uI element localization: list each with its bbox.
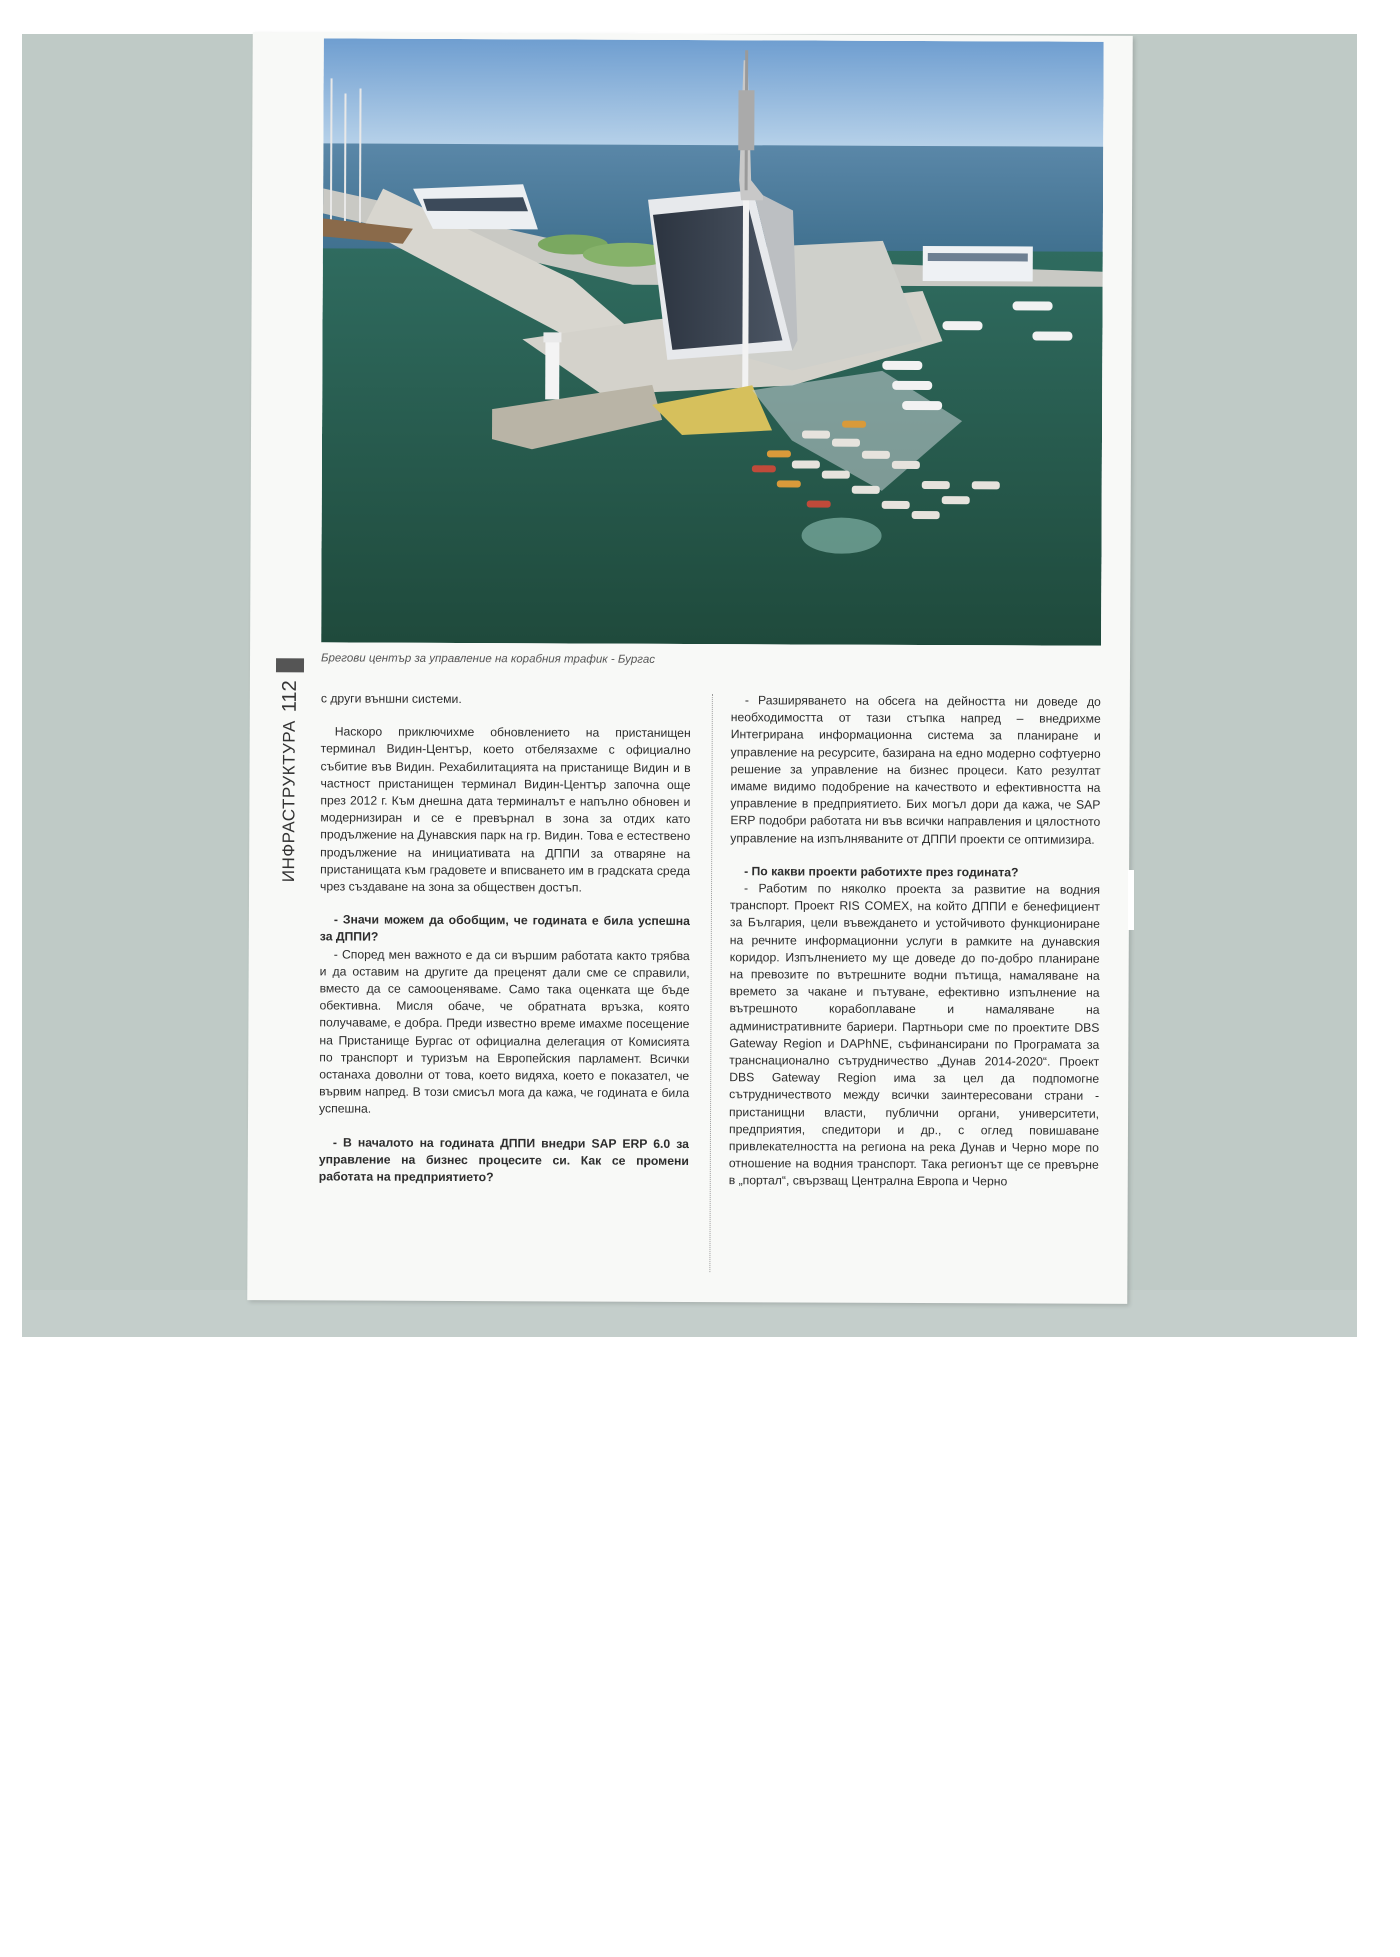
interview-answer: - Според мен важното е да си вършим работата както трябва и да оставим на другите да преценят дали сме се справили, вместо да се самооценяваме. Само така оценката ще бъде обективна. Мисля обаче, че обратната връзка, която получаваме, е добра. Преди известно време имахме посещение на Пристанище Бургас от официална делегация от Комисията по транспорт и туризъм на Европейския парламент. Всички останаха доволни от това, което видяха, което е показател, че вървим напред. В този смисъл мога да кажа, че годината е била успешна.: [319, 947, 690, 1117]
section-name: ИНФРАСТРУКТУРА: [279, 720, 299, 883]
harbor-photo: [321, 38, 1104, 645]
section-marker: [276, 658, 304, 672]
interview-answer: - Разширяването на обсега на дейността ни доведе до необходимостта от тази стъпка напред – внедрихме Интегрирана информационна система за планиране и управление на ресурсите, базирана на едно модерно софтуерно решение за управление на бизнес процеси. Като резултат имаме видимо подобрение на качеството и ефективността на управление в предприятието. Бих могъл дори да кажа, че SAP ERP подобри работата ни във всички направления и цялостното управление на изпълняваните от ДППИ проекти се оптимизира.: [730, 693, 1101, 847]
left-column: [319, 690, 691, 1187]
section-tab: [269, 652, 310, 882]
interview-question: - По какви проекти работихте през годината?: [744, 864, 1019, 880]
interview-question: - В началото на годината ДППИ внедри SAP ERP 6.0 за управление на бизнес процесите си. Как се промени работата на предприятието?: [318, 1135, 689, 1185]
paper-edge: [1128, 870, 1134, 930]
page-number: 112: [278, 680, 301, 713]
photo-caption: Брегови център за управление на корабния трафик - Бургас: [321, 652, 656, 666]
harbor-photo-image: [321, 38, 1104, 645]
magazine-page: [247, 32, 1133, 1304]
paragraph: с други външни системи.: [320, 691, 462, 707]
interview-question: - Значи можем да обобщим, че годината е била успешна за ДППИ?: [319, 912, 690, 945]
column-divider: [709, 694, 713, 1272]
right-column: [729, 692, 1101, 1207]
interview-answer: - Работим по няколко проекта за развитие на водния транспорт. Проект RIS COMEX, на който ДППИ е бенефициент за България, цели въвеждането и устойчивото функциониране на речните информационни услуги в рамките на дунавския коридор. Изпълнението му ще доведе до по-добро планиране на превозите по вътрешните водни пътища, намаляване на времето за чакане и пътуване, ефективно изпълнение на вътрешното корабоплаване и намаляване на административните бариери. Партньори сме по проектите DBS Gateway Region и DAPhNE, съфинансирани по Програмата за транснационално сътрудничество „Дунав 2014-2020“. Проект DBS Gateway Region има за цел да подпомогне сътрудничеството между всички заинтересовани страни - пристанищни власти, публични органи, университети, предприятия, спедитори и др., с оглед повишаване привлекателността на региона на река Дунав и Черно море по отношение на водния транспорт. Така регионът ще се превърне в „портал“, свързващ Централна Европа и Черно: [728, 881, 1101, 1189]
paragraph: Наскоро приключихме обновлението на пристанищен терминал Видин-Център, което отбелязахме с официално събитие във Видин. Рехабилитацията на пристанище Видин и в частност пристанищен терминал Видин-Център започна още през 2012 г. Към днешна дата терминалът е напълно обновен и модернизиран и се е превърнал в зона за отдих като продължение на Дунавския парк на гр. Видин. Това е естествено продължение на инициативата на ДППИ за отваряне на пристанищата към градовете и вписването им в градската среда чрез създаване на зона за обществен достъп.: [320, 724, 691, 895]
